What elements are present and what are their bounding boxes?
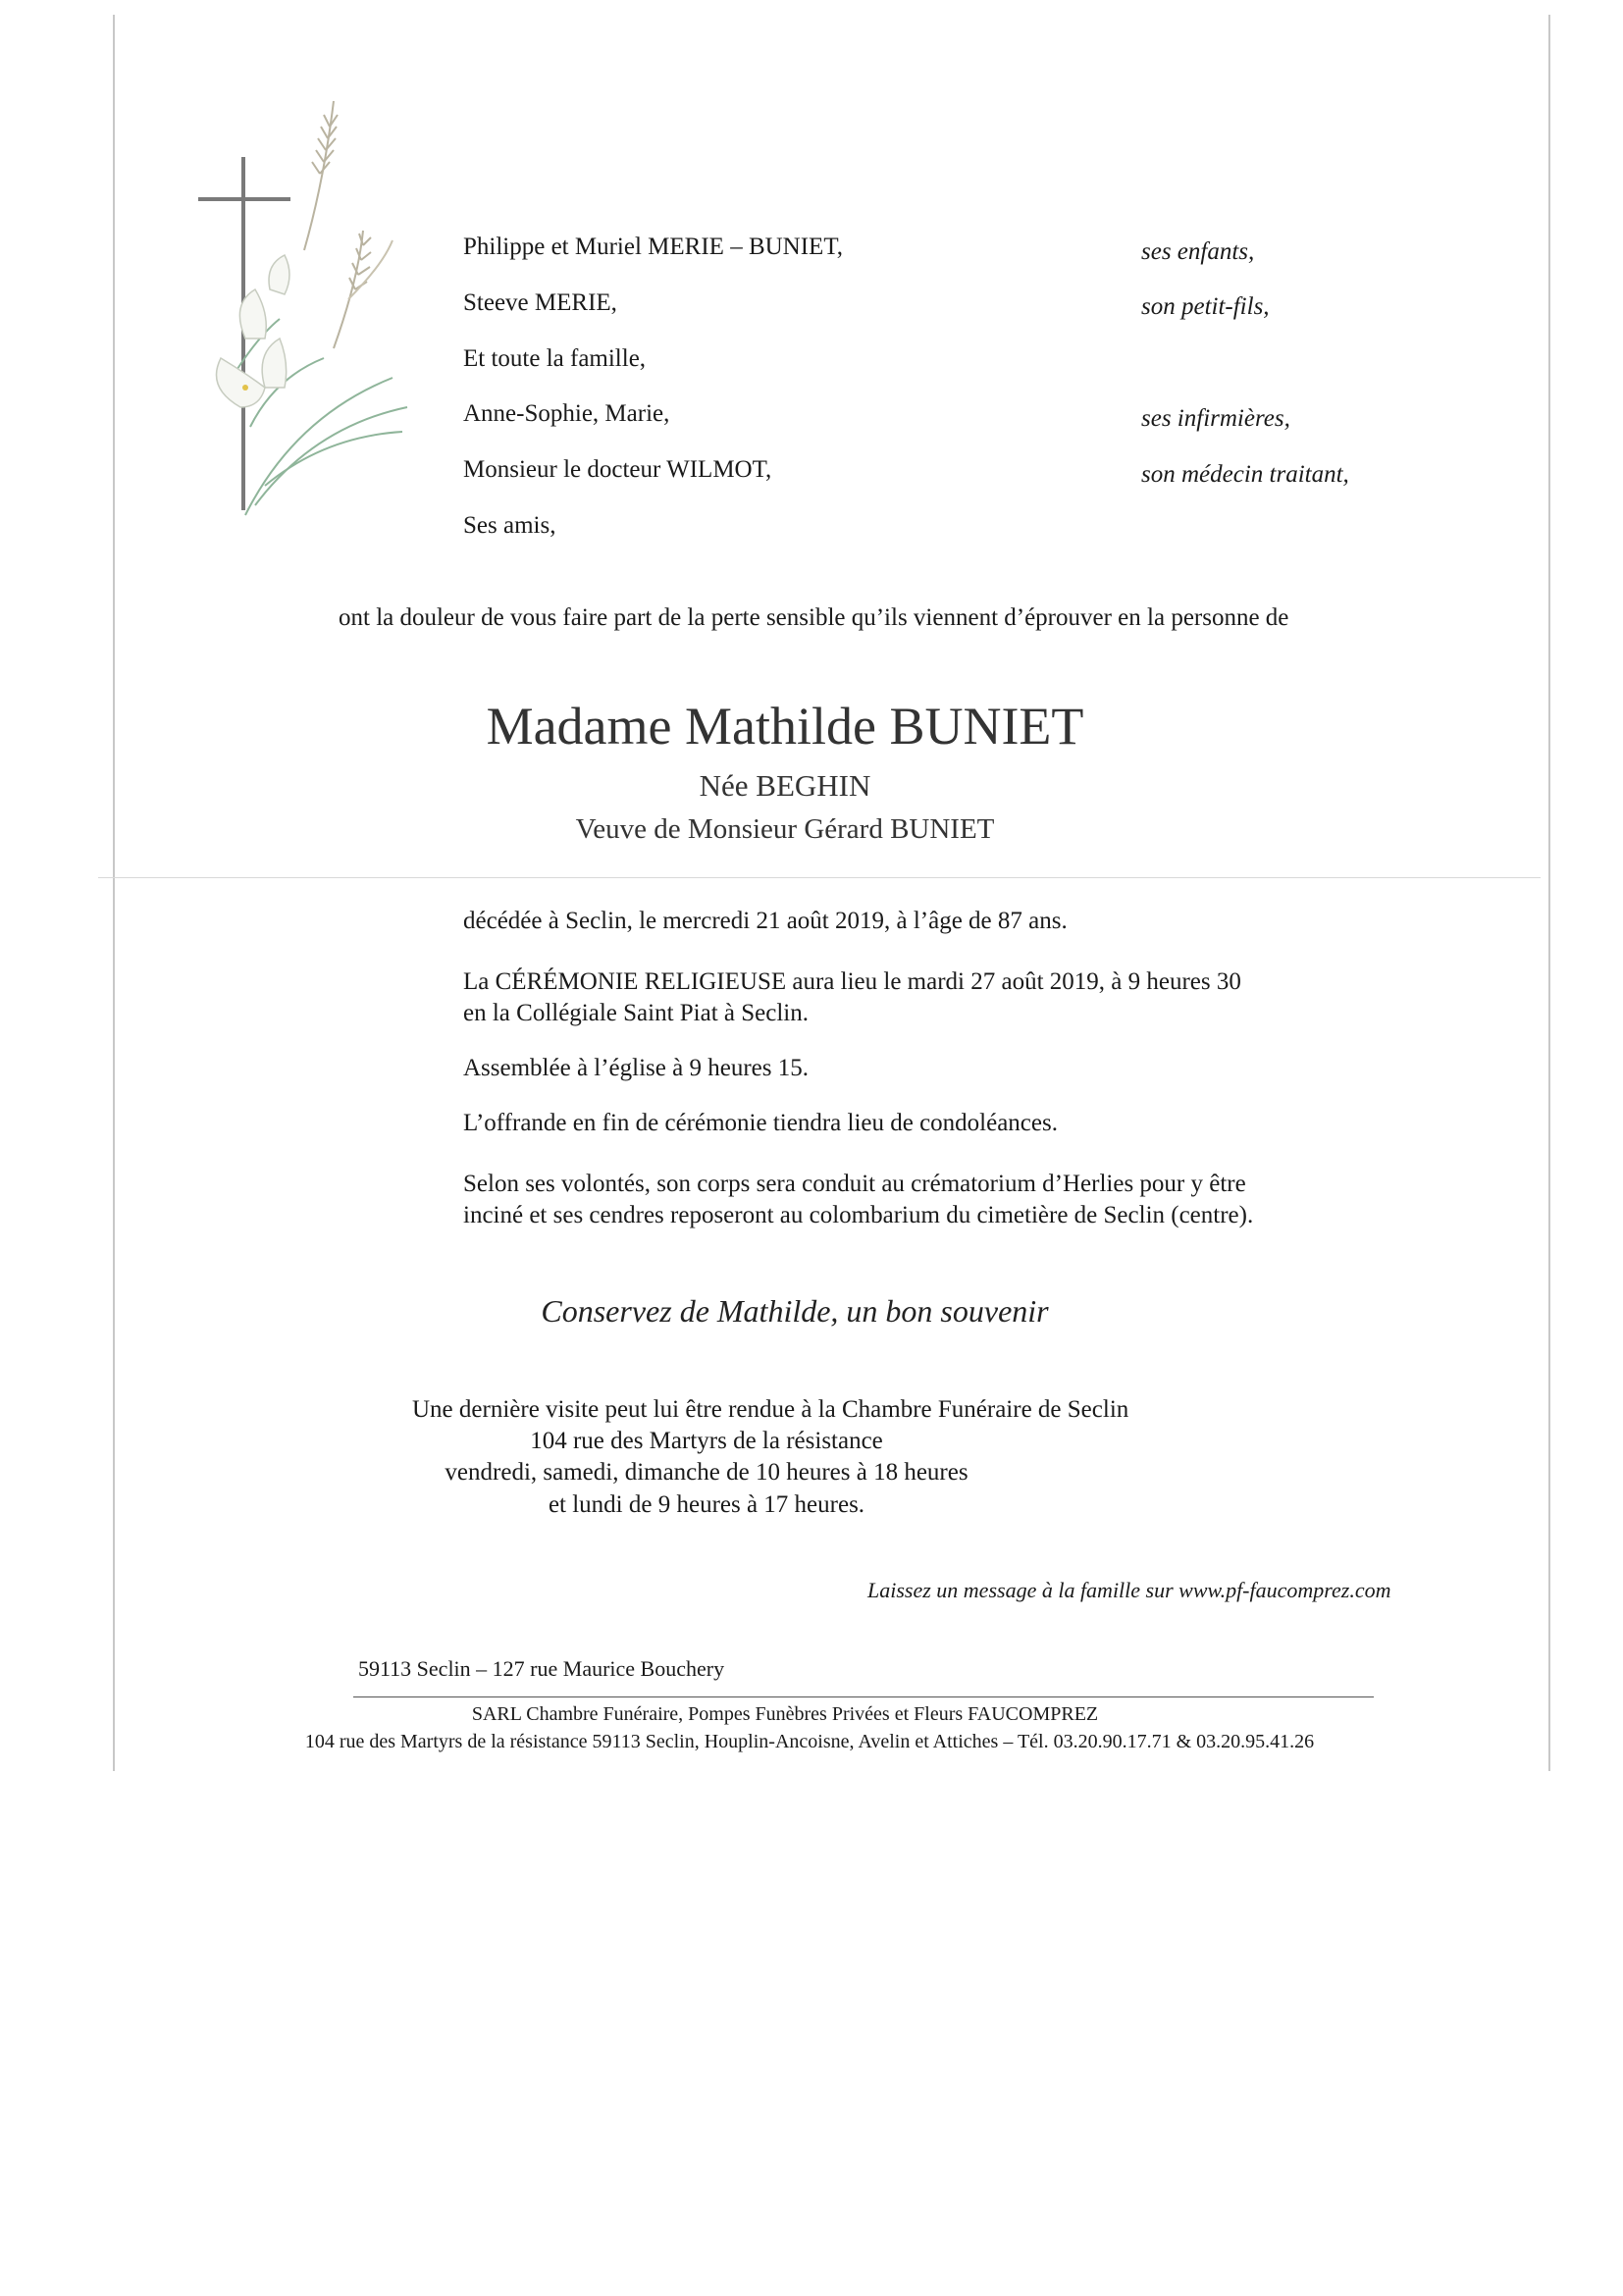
family-name-1: Philippe et Muriel MERIE – BUNIET, bbox=[463, 234, 843, 260]
ceremony-line-2: en la Collégiale Saint Piat à Seclin. bbox=[463, 1000, 810, 1026]
online-message-link[interactable]: Laissez un message à la famille sur www.pf-faucomprez.com bbox=[867, 1578, 1391, 1602]
wishes-line-1: Selon ses volontés, son corps sera conduit au crématorium d’Herlies pour y être bbox=[463, 1171, 1246, 1197]
family-role-5: son médecin traitant, bbox=[1141, 461, 1349, 488]
assembly-notice: Assemblée à l’église à 9 heures 15. bbox=[463, 1055, 809, 1081]
cross-lily-illustration bbox=[186, 93, 412, 535]
memory-phrase: Conservez de Mathilde, un bon souvenir bbox=[541, 1293, 1049, 1329]
family-name-5: Monsieur le docteur WILMOT, bbox=[463, 456, 772, 483]
visit-line-2: 104 rue des Martyrs de la résistance bbox=[530, 1428, 883, 1454]
fold-line bbox=[98, 877, 1541, 878]
lily-icon bbox=[217, 255, 290, 407]
footer-address: 59113 Seclin – 127 rue Maurice Bouchery bbox=[358, 1656, 725, 1681]
family-name-2: Steeve MERIE, bbox=[463, 289, 617, 316]
offering-notice: L’offrande en fin de cérémonie tiendra lieu de condoléances. bbox=[463, 1110, 1058, 1136]
widow-of: Veuve de Monsieur Gérard BUNIET bbox=[575, 813, 995, 845]
footer-contact: 104 rue des Martyrs de la résistance 59113 Seclin, Houplin-Ancoisne, Avelin et Attiches – Tél. 03.20.90.17.71 & 03.20.95.41.26 bbox=[304, 1731, 1315, 1752]
footer-divider bbox=[353, 1696, 1374, 1697]
left-page-edge bbox=[113, 15, 115, 1771]
ceremony-line-1: La CÉRÉMONIE RELIGIEUSE aura lieu le mardi 27 août 2019, à 9 heures 30 bbox=[463, 968, 1241, 995]
family-role-1: ses enfants, bbox=[1141, 238, 1255, 265]
visit-line-4: et lundi de 9 heures à 17 heures. bbox=[548, 1491, 865, 1518]
family-role-4: ses infirmières, bbox=[1141, 405, 1290, 432]
family-name-4: Anne-Sophie, Marie, bbox=[463, 400, 670, 427]
footer-company: SARL Chambre Funéraire, Pompes Funèbres Privées et Fleurs FAUCOMPREZ bbox=[471, 1703, 1099, 1725]
maiden-name: Née BEGHIN bbox=[699, 768, 871, 803]
family-role-2: son petit-fils, bbox=[1141, 293, 1270, 320]
wheat-icon bbox=[304, 101, 393, 348]
family-name-3: Et toute la famille, bbox=[463, 345, 647, 372]
visit-line-1: Une dernière visite peut lui être rendue à la Chambre Funéraire de Seclin bbox=[412, 1396, 1129, 1423]
deceased-name: Madame Mathilde BUNIET bbox=[486, 697, 1084, 756]
intro-sentence: ont la douleur de vous faire part de la perte sensible qu’ils viennent d’éprouver en la personne de bbox=[339, 604, 1289, 631]
wishes-line-2: inciné et ses cendres reposeront au colombarium du cimetière de Seclin (centre). bbox=[463, 1202, 1254, 1228]
leaves-icon bbox=[226, 319, 407, 515]
death-notice: décédée à Seclin, le mercredi 21 août 2019, à l’âge de 87 ans. bbox=[463, 908, 1068, 934]
family-name-6: Ses amis, bbox=[463, 512, 556, 539]
visit-line-3: vendredi, samedi, dimanche de 10 heures à 18 heures bbox=[445, 1459, 969, 1486]
right-page-edge bbox=[1548, 15, 1550, 1771]
